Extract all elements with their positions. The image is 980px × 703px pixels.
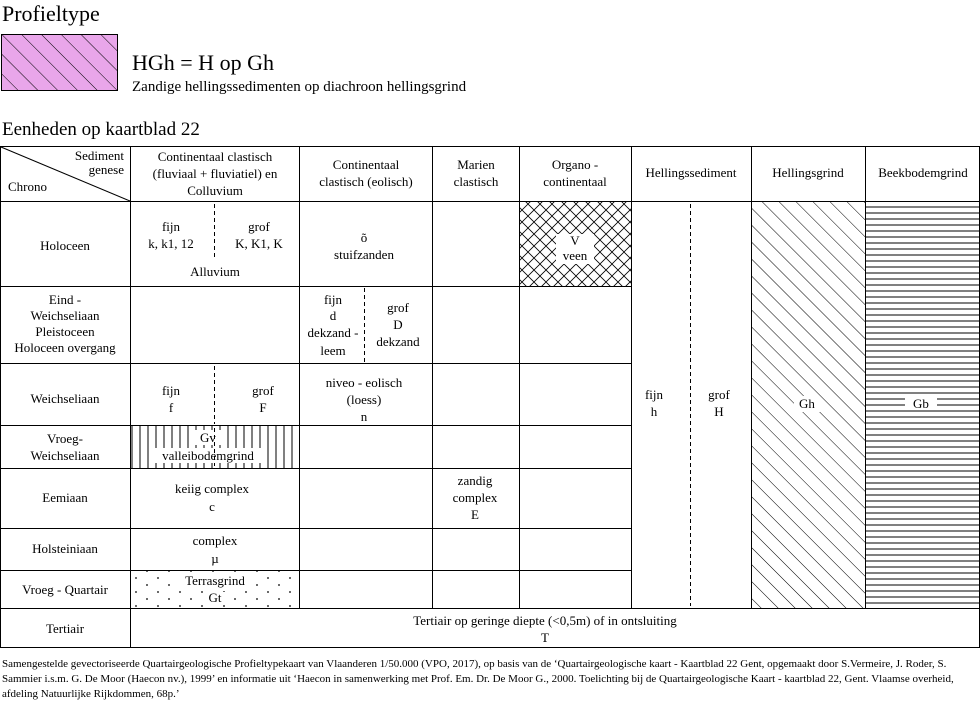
row-vroeg-quartair: Vroeg - Quartair [22, 582, 108, 597]
helling-fijn: fijn [644, 387, 664, 402]
helling-grof-code: H [714, 404, 724, 419]
row-eind-line3: Pleistoceen [35, 324, 95, 339]
zandig-line1: zandig [457, 473, 493, 488]
helling-grof: grof [708, 387, 730, 402]
eind-grof-name: dekzand [376, 334, 420, 349]
holo-fijn-codes: k, k1, 12 [148, 236, 194, 251]
veen-code: V [570, 233, 580, 248]
zandig-line2: complex [452, 490, 498, 505]
header-col1-line1: Continentaal clastisch [157, 149, 273, 164]
eind-fijn-code: d [329, 308, 337, 323]
corner-genese: genese [88, 162, 124, 177]
eind-fijn-name1: dekzand - [307, 325, 359, 340]
profile-description: Zandige hellingssedimenten op diachroon hellingsgrind [132, 79, 467, 95]
veen-name: veen [562, 248, 588, 263]
row-eind-line4: Holoceen overgang [14, 340, 116, 355]
row-eemiaan: Eemiaan [42, 490, 88, 505]
gh-code: Gh [799, 396, 815, 411]
corner-chrono: Chrono [8, 179, 47, 194]
holo-grof-codes: K, K1, K [235, 236, 283, 251]
header-col4-line1: Organo - [551, 157, 599, 172]
weich-grof-code: F [259, 400, 267, 415]
gb-code: Gb [913, 396, 929, 411]
weich-eol-line3: n [360, 409, 368, 424]
weich-grof: grof [252, 383, 274, 398]
header-col2-line1: Continentaal [332, 157, 400, 172]
header-col1-line3: Colluvium [187, 183, 243, 198]
gv-name: valleibodemgrind [162, 448, 254, 463]
row-holsteiniaan: Holsteiniaan [32, 541, 98, 556]
weich-fijn: fijn [161, 383, 181, 398]
weich-eol-line2: (loess) [346, 392, 382, 407]
header-col5: Hellingssediment [645, 165, 737, 180]
eind-fijn: fijn [323, 292, 343, 307]
row-eind-line2: Weichseliaan [30, 308, 100, 323]
header-col1-line2: (fluviaal + fluviatiel) en [152, 166, 278, 181]
profile-code: HGh = H op Gh [132, 50, 274, 75]
row-vroeg-weich-line1: Vroeg- [46, 431, 84, 446]
tertiair-line2: T [541, 630, 549, 645]
corner-sediment: Sediment [74, 148, 124, 163]
row-eind-line1: Eind - [48, 292, 82, 307]
complex-line2: µ [211, 551, 219, 566]
holo-alluvium: Alluvium [190, 264, 240, 279]
complex-line1: complex [192, 533, 238, 548]
footer-source-note: Samengestelde gevectoriseerde Quartairgeologische Profieltypekaart van Vlaanderen 1/50.000 (VPO, 2017), op basis van de ‘Quartairgeologische kaart - Kaartblad 22 Gent, opgemaakt door S.Vermeire, J. Roder, S. Sammier i.s.m. G. De Moor (Haecon nv.), 1999’ en informatie uit ‘Haecon in samenwerking met Prof. Em. Dr. De Moor G., 2000. Toelichting bij de Quartairgeologische Kaart - kaartblad 22, Gent. Vlaamse overheid, afdeling Natuurlijke Rijkdommen, 68p.’ [2, 658, 954, 700]
eind-grof-code: D [393, 317, 403, 332]
header-col3-line2: clastisch [453, 174, 499, 189]
header-col7: Beekbodemgrind [878, 165, 968, 180]
terras-line1: Terrasgrind [185, 573, 245, 588]
eind-grof: grof [387, 300, 409, 315]
holo-eol-symbol: õ [360, 230, 368, 245]
keiig-line2: c [209, 499, 215, 514]
helling-fijn-code: h [650, 404, 658, 419]
header-col4-line2: continentaal [543, 174, 607, 189]
eind-fijn-name2: leem [320, 343, 346, 358]
weich-eol-line1: niveo - eolisch [325, 375, 403, 390]
row-weichseliaan: Weichseliaan [30, 391, 100, 406]
row-tertiair: Tertiair [45, 621, 85, 636]
keiig-line1: keiig complex [174, 481, 250, 496]
holo-grof: grof [248, 219, 270, 234]
weich-fijn-code: f [168, 400, 174, 415]
terras-line2: Gt [208, 590, 222, 605]
gv-code: Gv [200, 430, 216, 445]
holo-eol-name: stuifzanden [334, 247, 394, 262]
units-title: Eenheden op kaartblad 22 [2, 119, 200, 140]
header-col3-line1: Marien [457, 157, 495, 172]
profile-type-title: Profieltype [2, 1, 100, 26]
holo-fijn: fijn [161, 219, 181, 234]
row-holoceen: Holoceen [40, 238, 90, 253]
header-col2-line2: clastisch (eolisch) [319, 174, 413, 189]
zandig-line3: E [471, 507, 479, 522]
tertiair-line1: Tertiair op geringe diepte (<0,5m) of in ontsluiting [413, 613, 677, 628]
row-vroeg-weich-line2: Weichseliaan [30, 448, 100, 463]
header-col6: Hellingsgrind [772, 165, 844, 180]
